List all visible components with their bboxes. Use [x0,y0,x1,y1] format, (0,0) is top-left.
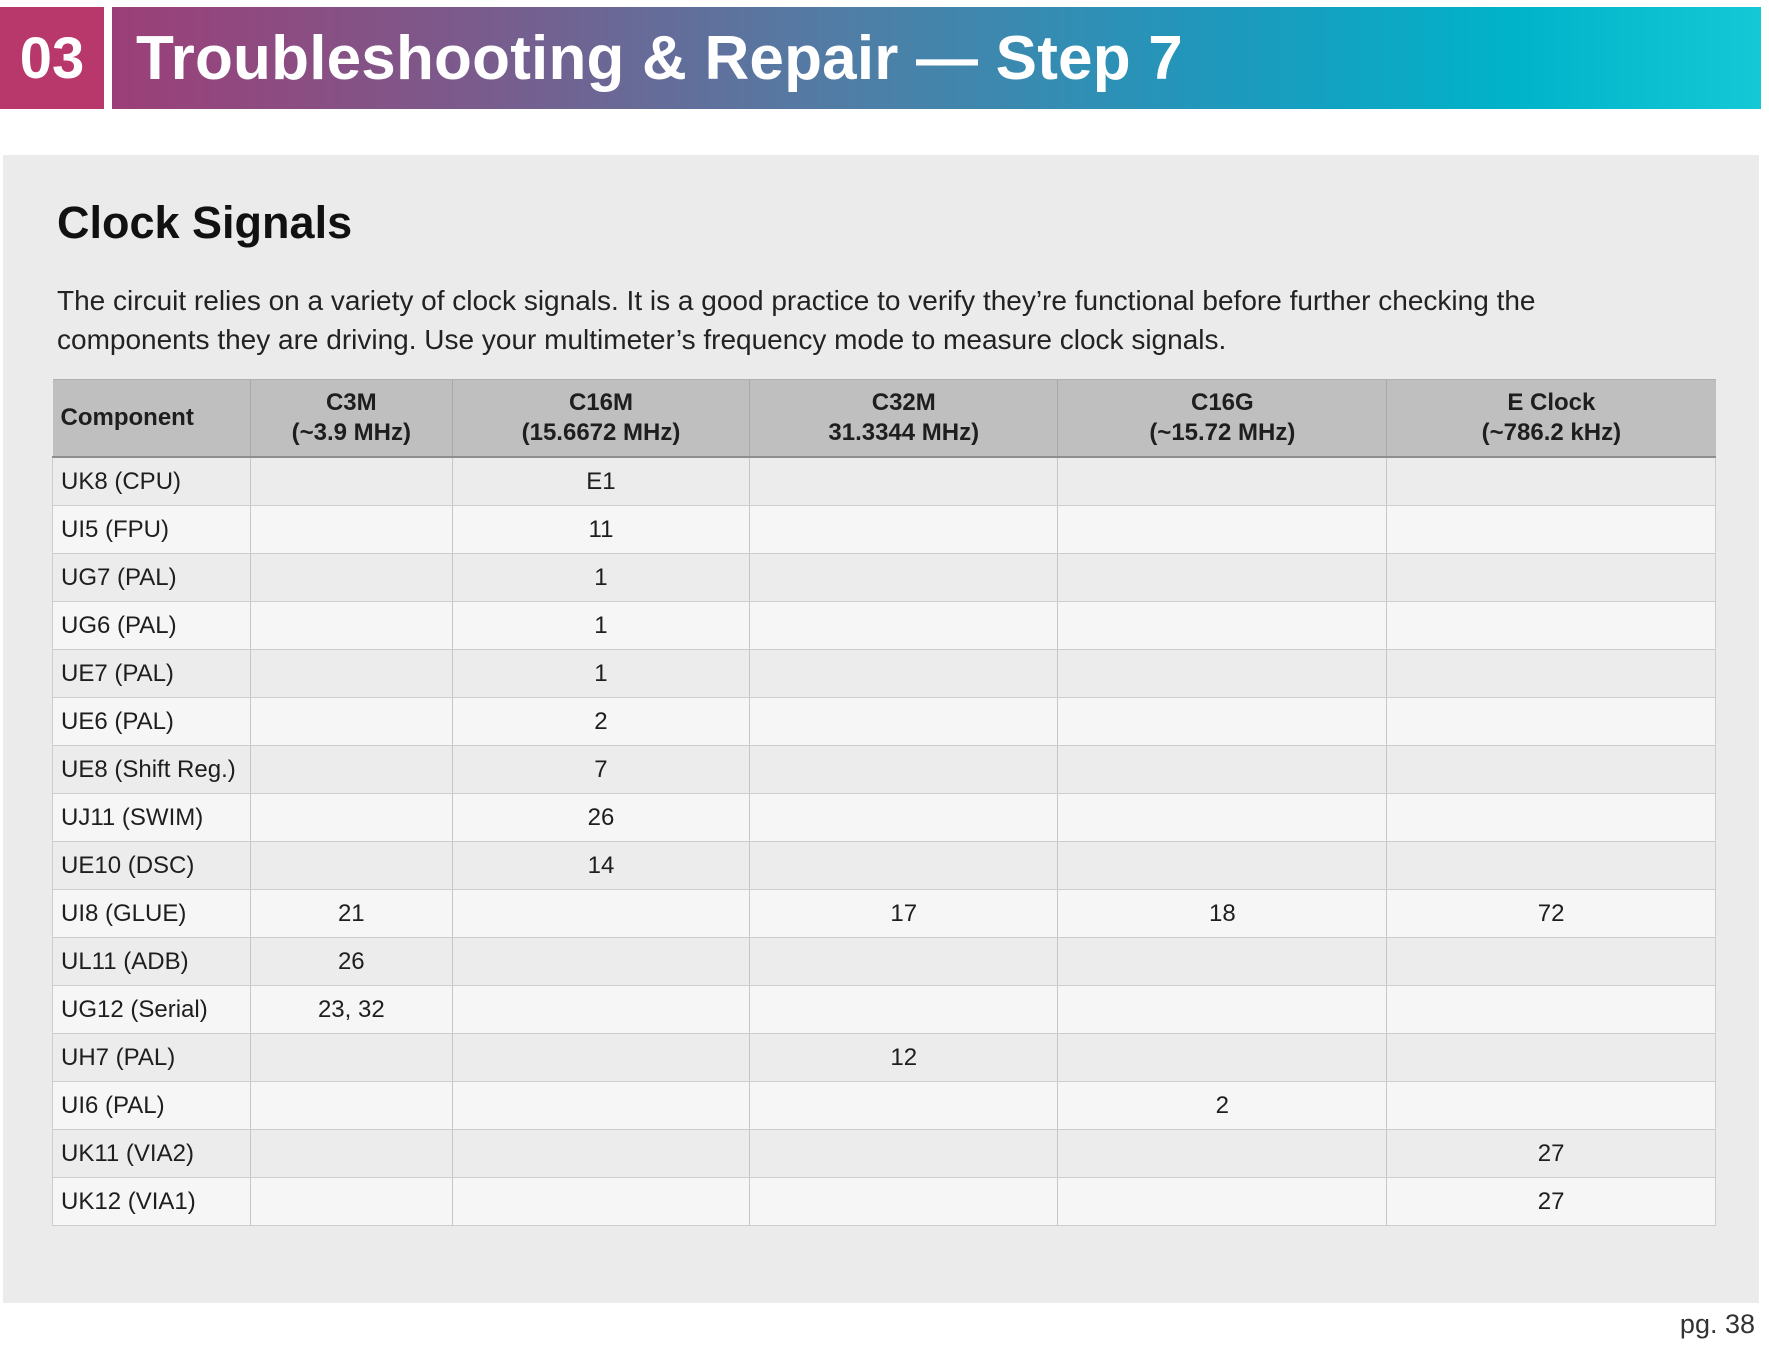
cell-c3m: 23, 32 [250,986,452,1034]
table-row [53,602,1716,650]
table-row [53,698,1716,746]
cell-c3m [250,698,452,746]
cell-c32m: 17 [750,890,1058,938]
cell-c16g [1058,1130,1387,1178]
cell-c16m: 1 [452,650,749,698]
page-header [0,7,1761,109]
cell-c16m [452,1082,749,1130]
cell-component: UG12 (Serial) [53,986,251,1034]
cell-component: UK8 (CPU) [53,457,251,506]
cell-c3m: 21 [250,890,452,938]
table-row [53,506,1716,554]
cell-component: UI8 (GLUE) [53,890,251,938]
cell-c16g [1058,746,1387,794]
cell-component: UE8 (Shift Reg.) [53,746,251,794]
table-row [53,650,1716,698]
cell-component: UL11 (ADB) [53,938,251,986]
cell-e-clock [1387,650,1716,698]
cell-e-clock [1387,842,1716,890]
column-header-component: Component [53,380,251,458]
table-row [53,554,1716,602]
cell-component: UG7 (PAL) [53,554,251,602]
cell-c16m [452,938,749,986]
cell-component: UH7 (PAL) [53,1034,251,1082]
cell-c16m: 1 [452,554,749,602]
cell-c32m [750,1178,1058,1226]
cell-e-clock: 27 [1387,1178,1716,1226]
cell-c16m: 26 [452,794,749,842]
cell-e-clock [1387,506,1716,554]
cell-c32m [750,746,1058,794]
cell-c32m [750,602,1058,650]
cell-c16g [1058,794,1387,842]
cell-c3m [250,602,452,650]
cell-c32m [750,1130,1058,1178]
title-bar [112,7,1761,109]
cell-c32m [750,794,1058,842]
cell-c32m [750,698,1058,746]
cell-e-clock [1387,746,1716,794]
cell-component: UE7 (PAL) [53,650,251,698]
section-heading: Clock Signals [57,197,353,248]
cell-c3m [250,794,452,842]
cell-c16g: 18 [1058,890,1387,938]
cell-e-clock [1387,938,1716,986]
cell-c3m: 26 [250,938,452,986]
page-number: pg. 38 [1679,1309,1755,1339]
table-row [53,986,1716,1034]
table-row [53,1082,1716,1130]
cell-e-clock: 72 [1387,890,1716,938]
cell-component: UI5 (FPU) [53,506,251,554]
cell-c16m [452,1178,749,1226]
table-row [53,457,1716,506]
cell-e-clock [1387,698,1716,746]
intro-paragraph: The circuit relies on a variety of clock signals. It is a good practice to verify they’re functional before further checking the components they are driving. Use your multimeter’s frequency mode to measure clock signals. [57,285,1536,355]
content-panel [3,155,1759,1303]
table-header-row [53,380,1716,458]
column-header-c16g: C16G (~15.72 MHz) [1058,380,1387,458]
cell-c32m [750,938,1058,986]
cell-component: UK12 (VIA1) [53,1178,251,1226]
column-header-c32m: C32M 31.3344 MHz) [750,380,1058,458]
cell-c3m [250,1178,452,1226]
cell-c32m [750,457,1058,506]
cell-c32m [750,842,1058,890]
cell-c16m: 11 [452,506,749,554]
column-header-c16m: C16M (15.6672 MHz) [452,380,749,458]
cell-c32m [750,554,1058,602]
cell-c16g [1058,457,1387,506]
cell-component: UE6 (PAL) [53,698,251,746]
cell-c16g [1058,650,1387,698]
cell-e-clock [1387,986,1716,1034]
cell-c32m [750,650,1058,698]
column-header-e-clock: E Clock (~786.2 kHz) [1387,380,1716,458]
table-row [53,794,1716,842]
cell-c16g: 2 [1058,1082,1387,1130]
section-number-badge: 03 [0,7,104,109]
cell-c16g [1058,938,1387,986]
cell-c3m [250,842,452,890]
cell-c3m [250,650,452,698]
table-body [53,457,1716,1226]
cell-c16m: 2 [452,698,749,746]
cell-c3m [250,1034,452,1082]
table-row [53,746,1716,794]
cell-component: UE10 (DSC) [53,842,251,890]
cell-e-clock [1387,794,1716,842]
cell-c16g [1058,1178,1387,1226]
cell-c32m [750,986,1058,1034]
cell-c16g [1058,986,1387,1034]
cell-c32m: 12 [750,1034,1058,1082]
cell-c16m: E1 [452,457,749,506]
cell-e-clock [1387,602,1716,650]
cell-e-clock [1387,457,1716,506]
cell-c16g [1058,554,1387,602]
clock-signals-table [52,379,1716,1226]
cell-c32m [750,506,1058,554]
cell-c16m [452,986,749,1034]
cell-component: UK11 (VIA2) [53,1130,251,1178]
table-row [53,890,1716,938]
cell-c16m: 7 [452,746,749,794]
cell-c16m [452,1130,749,1178]
cell-c3m [250,506,452,554]
page-title: Troubleshooting & Repair — Step 7 [136,23,1183,93]
column-header-c3m: C3M (~3.9 MHz) [250,380,452,458]
cell-e-clock [1387,1034,1716,1082]
cell-c16g [1058,602,1387,650]
cell-e-clock [1387,554,1716,602]
cell-e-clock [1387,1082,1716,1130]
cell-c3m [250,1130,452,1178]
cell-component: UG6 (PAL) [53,602,251,650]
cell-c16g [1058,698,1387,746]
cell-c3m [250,554,452,602]
cell-c16m: 14 [452,842,749,890]
table-row [53,1034,1716,1082]
cell-c16m [452,890,749,938]
table-row [53,938,1716,986]
cell-c16m: 1 [452,602,749,650]
cell-c16g [1058,842,1387,890]
cell-c32m [750,1082,1058,1130]
cell-c3m [250,746,452,794]
table-row [53,1130,1716,1178]
cell-c16m [452,1034,749,1082]
cell-c3m [250,1082,452,1130]
cell-c16g [1058,506,1387,554]
cell-component: UI6 (PAL) [53,1082,251,1130]
cell-component: UJ11 (SWIM) [53,794,251,842]
cell-e-clock: 27 [1387,1130,1716,1178]
cell-c16g [1058,1034,1387,1082]
table-row [53,1178,1716,1226]
table-row [53,842,1716,890]
cell-c3m [250,457,452,506]
